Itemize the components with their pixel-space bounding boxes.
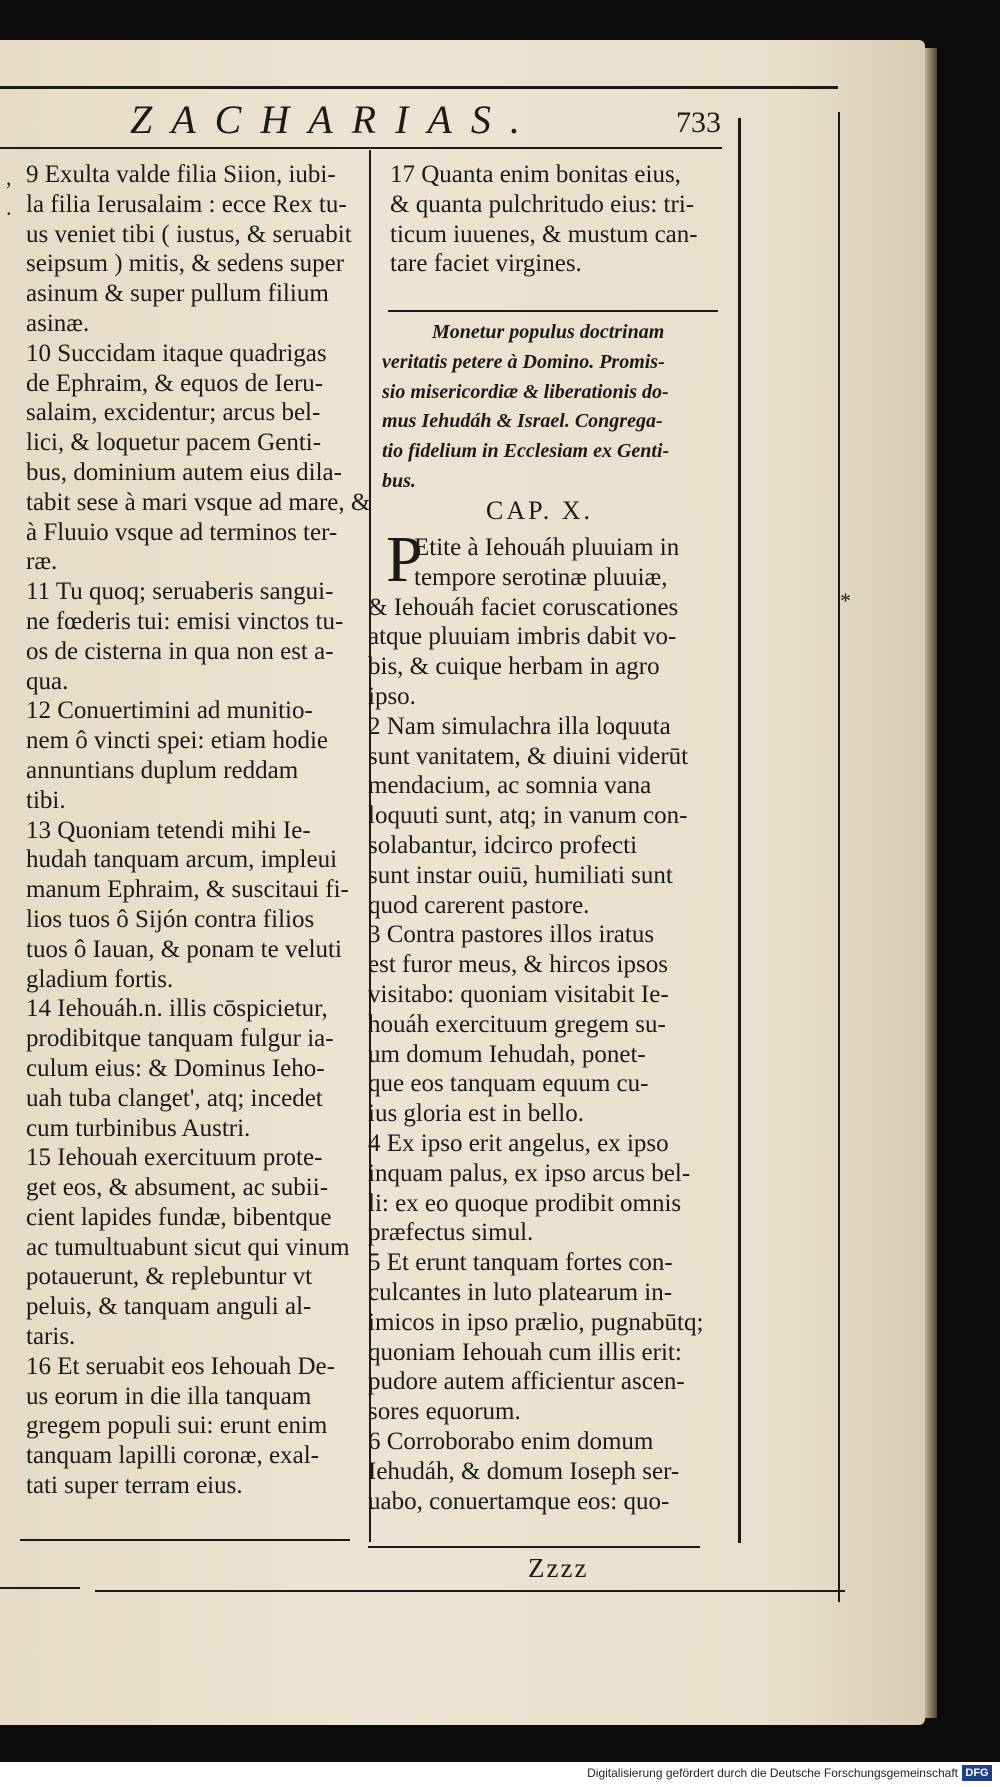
summary-line: veritatis petere à Domino. Promis- — [382, 350, 665, 373]
text-line: us eorum in die illa tanquam — [26, 1382, 312, 1410]
text-line: quoniam Iehouah cum illis erit: — [368, 1338, 682, 1366]
right-column-body — [368, 533, 718, 1516]
text-line: asinæ. — [26, 309, 90, 337]
text-line: 15 Iehouah exercituum prote- — [26, 1144, 323, 1172]
margin-mark: * — [840, 588, 851, 613]
text-line: uabo, conuertamque eos: quo- — [368, 1487, 670, 1515]
text-line: prodibitque tanquam fulgur ia- — [26, 1025, 334, 1053]
text-line: ne fœderis tui: emisi vinctos tu- — [26, 607, 344, 635]
page-bottom-rule — [0, 1587, 80, 1589]
text-line: visitabo: quoniam visitabit Ie- — [368, 980, 669, 1008]
text-line: 9 Exulta valde filia Siion, iubi- — [26, 161, 336, 188]
text-line: bis, & cuique herbam in agro — [368, 653, 660, 681]
text-line: culum eius: & Dominus Ieho- — [26, 1054, 325, 1082]
text-line: culcantes in luto platearum in- — [368, 1278, 673, 1306]
text-line: 14 Iehouáh.n. illis cōspicietur, — [26, 995, 328, 1023]
signature-mark: Zzzz — [528, 1553, 589, 1583]
right-border-rule — [738, 118, 741, 1543]
margin-mark: , — [6, 165, 12, 190]
text-line: tati super terram eius. — [26, 1472, 243, 1500]
text-line: peluis, & tanquam anguli al- — [26, 1293, 312, 1321]
dfg-logo: DFG — [962, 1765, 992, 1781]
page-bottom-rule — [95, 1590, 845, 1592]
text-line: atque pluuiam imbris dabit vo- — [368, 623, 677, 651]
text-line: ipso. — [368, 682, 416, 710]
text-line: li: ex eo quoque prodibit omnis — [368, 1189, 682, 1217]
text-line: & Iehouáh faciet coruscationes — [368, 593, 679, 621]
text-line: um domum Iehudah, ponet- — [368, 1040, 646, 1068]
text-line: de Ephraim, & equos de Ieru- — [26, 369, 324, 397]
chapter-summary — [382, 318, 722, 497]
text-line: ac tumultuabunt sicut qui vinum — [26, 1233, 350, 1261]
text-line: sunt vanitatem, & diuini viderūt — [368, 742, 689, 770]
text-line: ticum iuuenes, & mustum can- — [390, 220, 698, 248]
text-line: taris. — [26, 1323, 76, 1351]
text-line: inquam palus, ex ipso arcus bel- — [368, 1159, 691, 1187]
text-line: tanquam lapilli coronæ, exal- — [26, 1442, 319, 1470]
drop-cap: P — [386, 523, 423, 596]
text-line: gladium fortis. — [26, 965, 174, 993]
chapter-heading: CAP. X. — [486, 496, 593, 525]
text-line: get eos, & absument, ac subii- — [26, 1174, 329, 1202]
text-line: gregem populi sui: erunt enim — [26, 1412, 328, 1440]
text-line: hudah tanquam arcum, impleui — [26, 846, 338, 874]
text-line: lici, & loquetur pacem Genti- — [26, 429, 322, 457]
text-line: 13 Quoniam tetendi mihi Ie- — [26, 816, 311, 844]
text-line: loquuti sunt, atq; in vanum con- — [368, 802, 688, 830]
left-column — [26, 160, 371, 1501]
footer-credit: Digitalisierung gefördert durch die Deutsche Forschungsgemeinschaft — [587, 1766, 958, 1780]
summary-line: mus Iehudáh & Israel. Congrega- — [382, 410, 663, 433]
text-line: salaim, excidentur; arcus bel- — [26, 399, 321, 427]
running-title: ZACHARIAS. — [130, 97, 539, 142]
text-line: 11 Tu quoq; seruaberis sangui- — [26, 578, 334, 606]
text-line: quod carerent pastore. — [368, 891, 590, 919]
text-line: à Fluuio vsque ad terminos ter- — [26, 518, 338, 546]
text-line: est furor meus, & hircos ipsos — [368, 951, 668, 979]
text-line: bus, dominium autem eius dila- — [26, 458, 342, 486]
summary-rule — [388, 310, 718, 312]
text-line: Etite à Iehouáh pluuiam in — [414, 534, 680, 561]
right-column-top — [390, 160, 720, 279]
text-line: houáh exercituum gregem su- — [368, 1010, 666, 1038]
text-line: tuos ô Iauan, & ponam te veluti — [26, 935, 342, 963]
text-line: uah tuba clanget', atq; incedet — [26, 1084, 323, 1112]
text-line: nem ô vincti spei: etiam hodie — [26, 727, 329, 755]
summary-line: Monetur populus doctrinam — [432, 321, 665, 343]
text-line: 3 Contra pastores illos iratus — [368, 921, 655, 949]
text-line: lios tuos ô Sijón contra filios — [26, 905, 315, 933]
title-underline — [0, 147, 722, 149]
text-line: mendacium, ac somnia vana — [368, 772, 652, 800]
text-line: annuntians duplum reddam — [26, 756, 299, 784]
text-line: manum Ephraim, & suscitaui fi- — [26, 876, 349, 904]
text-line: la filia Ierusalaim : ecce Rex tu- — [26, 190, 347, 218]
bottom-rule — [20, 1539, 350, 1541]
summary-line: tio fidelium in Ecclesiam ex Genti- — [382, 440, 670, 463]
text-line: præfectus simul. — [368, 1219, 534, 1247]
text-line: 16 Et seruabit eos Iehouah De- — [26, 1352, 335, 1380]
margin-mark: . — [6, 195, 12, 220]
text-line: 17 Quanta enim bonitas eius, — [390, 161, 681, 188]
text-line: Iehudáh, & domum Ioseph ser- — [368, 1457, 680, 1485]
text-line: os de cisterna in qua non est a- — [26, 637, 334, 665]
header-rule — [0, 86, 838, 89]
text-line: ræ. — [26, 548, 58, 576]
text-line: us veniet tibi ( iustus, & seruabit — [26, 220, 352, 248]
text-line: tibi. — [26, 786, 66, 814]
text-line: tare faciet virgines. — [390, 250, 582, 278]
text-line: tabit sese à mari vsque ad mare, & — [26, 488, 371, 516]
text-line: potauerunt, & replebuntur vt — [26, 1263, 313, 1291]
text-line: cient lapides fundæ, bibentque — [26, 1203, 332, 1231]
text-line: imicos in ipso prælio, pugnabūtq; — [368, 1308, 704, 1336]
text-line: 4 Ex ipso erit angelus, ex ipso — [368, 1129, 669, 1157]
text-line: que eos tanquam equum cu- — [368, 1070, 649, 1098]
summary-line: bus. — [382, 469, 416, 492]
text-line: 12 Conuertimini ad munitio- — [26, 697, 313, 725]
text-line: 6 Corroborabo enim domum — [368, 1427, 654, 1455]
text-line: 2 Nam simulachra illa loquuta — [368, 712, 671, 740]
outer-border-rule — [838, 112, 840, 1602]
text-line: solabantur, idcirco profecti — [368, 831, 638, 859]
text-line: tempore serotinæ pluuiæ, — [414, 563, 668, 591]
text-line: ius gloria est in bello. — [368, 1100, 584, 1128]
text-line: 10 Succidam itaque quadrigas — [26, 339, 327, 367]
text-line: & quanta pulchritudo eius: tri- — [390, 190, 695, 218]
summary-line: sio misericordiæ & liberationis do- — [382, 380, 669, 403]
text-line: asinum & super pullum filium — [26, 280, 329, 308]
text-line: pudore autem afficientur ascen- — [368, 1368, 685, 1396]
bottom-rule — [368, 1546, 700, 1548]
text-line: qua. — [26, 667, 69, 695]
text-line: sores equorum. — [368, 1398, 521, 1426]
text-line: 5 Et erunt tanquam fortes con- — [368, 1249, 673, 1277]
text-line: cum turbinibus Austri. — [26, 1114, 251, 1142]
text-line: sunt instar ouiū, humiliati sunt — [368, 861, 673, 889]
page-edge — [925, 48, 937, 1718]
page-number: 733 — [676, 106, 721, 139]
text-line: seipsum ) mitis, & sedens super — [26, 250, 345, 278]
